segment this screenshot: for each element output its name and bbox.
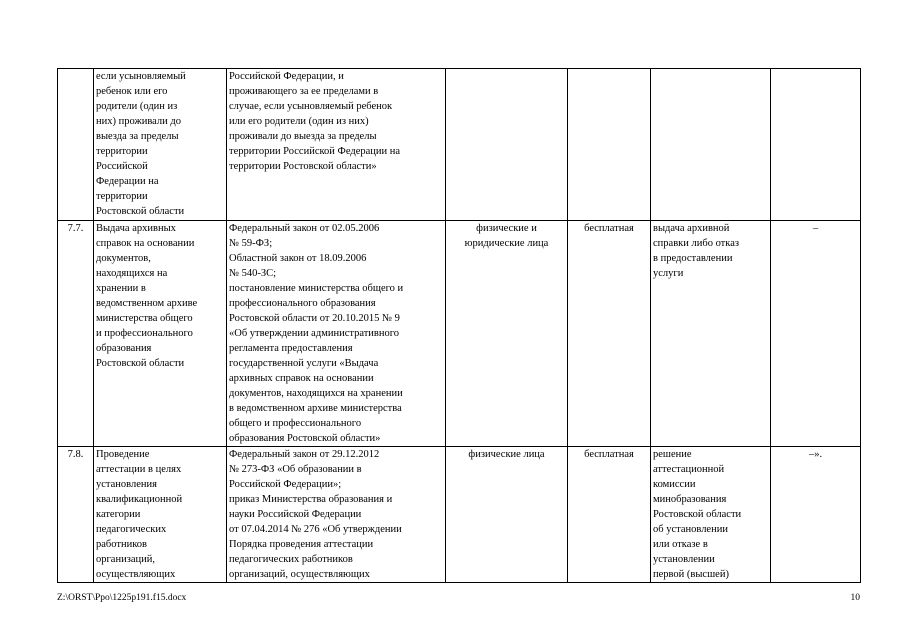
fee: бесплатная [568, 221, 651, 447]
legal-basis: Федеральный закон от 02.05.2006 № 59-ФЗ; Областной закон от 18.09.2006 № 540-ЗС; постановление министерства общего и профессионального образования Ростовской области от 20.10.2015 № 9 «Об утверждении административного регламента предоставления государственной услуги «Выдача архивных справок на основании документов, находящихся на хранении в ведомственном архиве министерства общего и профессионального образования Ростовской области» [227, 221, 446, 447]
legal-basis: Российской Федерации, и проживающего за ее пределами в случае, если усыновляемый ребенок или его родители (один из них) проживали до выезда за пределы территории Российской Федерации на территории Ростовской области» [227, 69, 446, 221]
file-path: Z:\ORST\Ppo\1225p191.f15.docx [57, 593, 187, 603]
table-row [58, 221, 861, 447]
row-number: 7.8. [58, 447, 94, 583]
page-number: 10 [850, 593, 860, 603]
note: –». [771, 447, 861, 583]
note [771, 69, 861, 221]
service-name: Проведение аттестации в целях установления квалификационной категории педагогических работников организаций, осуществляющих [94, 447, 227, 583]
table-row [58, 447, 861, 583]
service-name: если усыновляемый ребенок или его родители (один из них) проживали до выезда за пределы территории Российской Федерации на территории Ростовской области [94, 69, 227, 221]
row-number: 7.7. [58, 221, 94, 447]
table-row [58, 69, 861, 221]
service-result: выдача архивной справки либо отказ в предоставлении услуги [651, 221, 771, 447]
recipients: физические лица [446, 447, 568, 583]
fee: бесплатная [568, 447, 651, 583]
legal-basis: Федеральный закон от 29.12.2012 № 273-ФЗ «Об образовании в Российской Федерации»; приказ Министерства образования и науки Российской Федерации от 07.04.2014 № 276 «Об утверждении Порядка проведения аттестации педагогических работников организаций, осуществляющих [227, 447, 446, 583]
note: – [771, 221, 861, 447]
recipients: физические и юридические лица [446, 221, 568, 447]
row-number [58, 69, 94, 221]
services-table [57, 68, 861, 583]
fee [568, 69, 651, 221]
service-result [651, 69, 771, 221]
service-name: Выдача архивных справок на основании документов, находящихся на хранении в ведомственном архиве министерства общего и профессионального образования Ростовской области [94, 221, 227, 447]
service-result: решение аттестационной комиссии минобразования Ростовской области об установлении или отказе в установлении первой (высшей) [651, 447, 771, 583]
recipients [446, 69, 568, 221]
